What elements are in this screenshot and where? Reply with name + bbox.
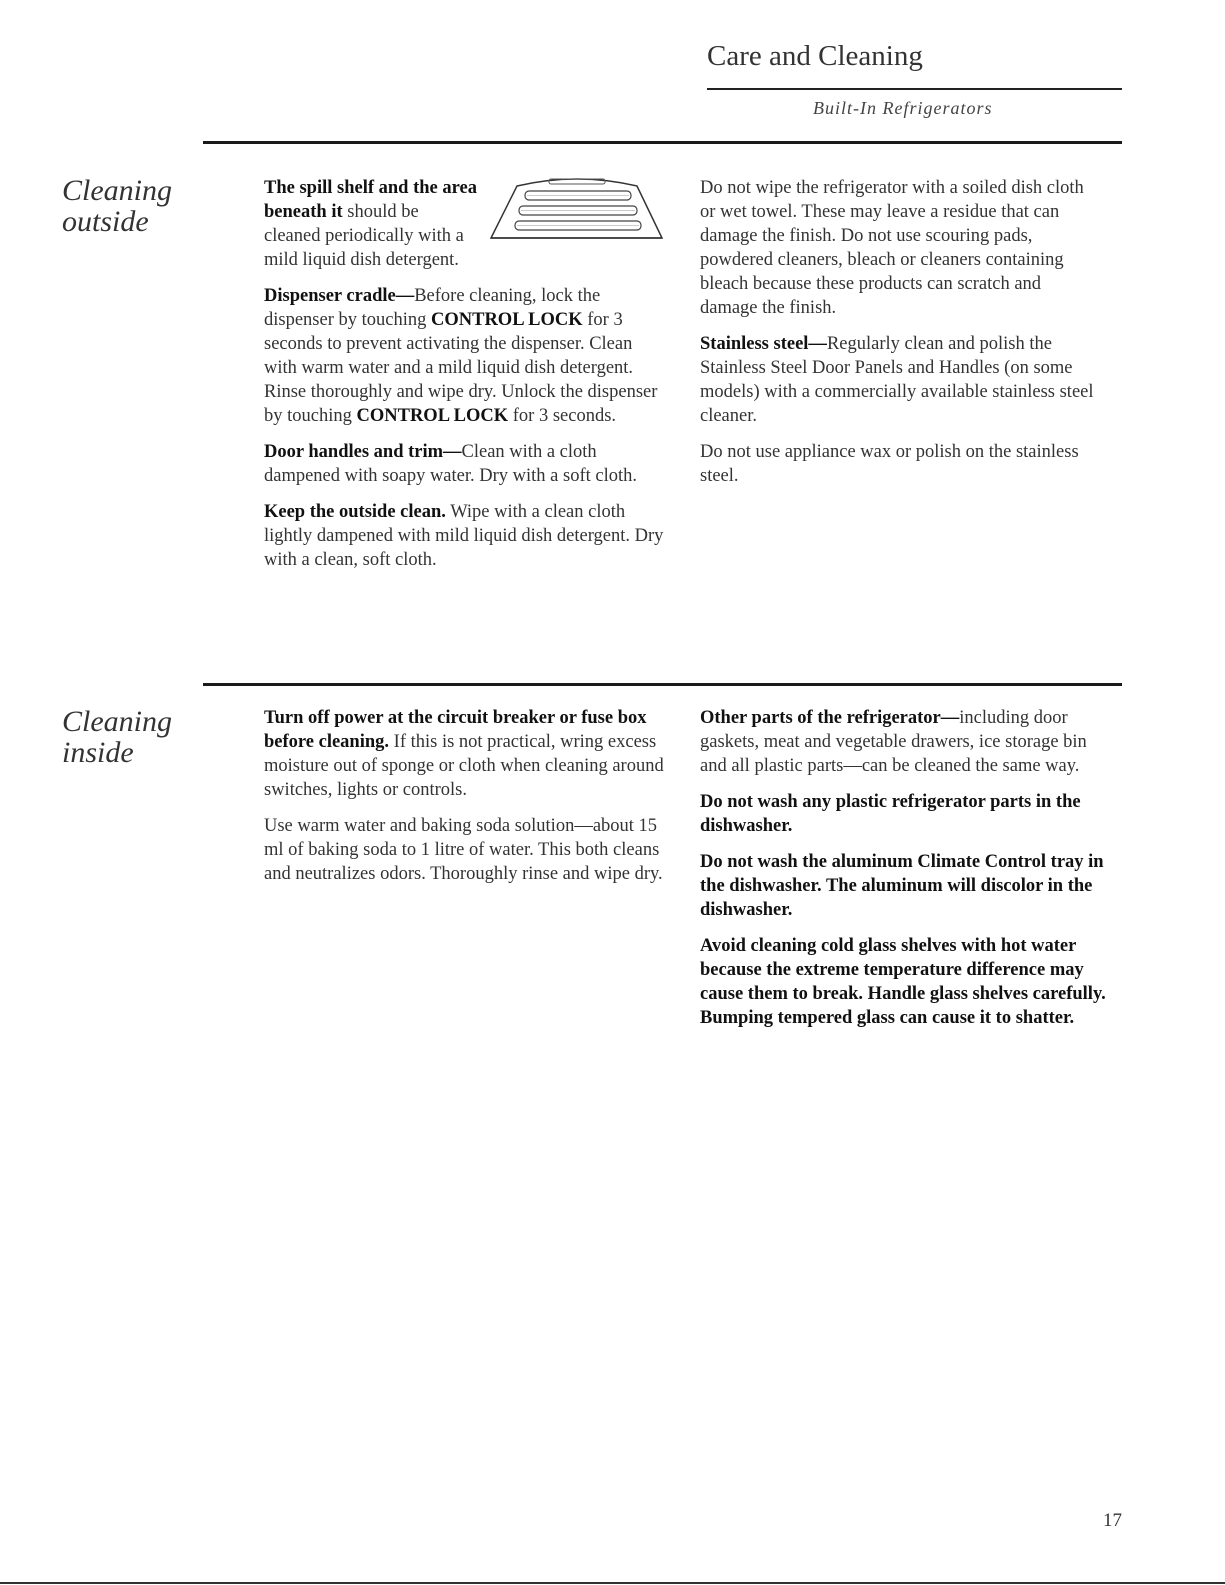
section-title-cleaning-inside (62, 706, 172, 768)
control-lock-label: CONTROL LOCK (431, 310, 583, 330)
turn-off-power-text: If this is not practical, wring excess moisture out of sponge or cloth when cleaning around switches, lights or controls. (264, 732, 664, 800)
outside-left-column (264, 176, 664, 584)
door-handles-lead: Door handles and trim— (264, 442, 462, 462)
other-parts-lead: Other parts of the refrigerator— (700, 708, 960, 728)
door-handles-paragraph (264, 440, 664, 488)
spill-shelf-illustration-icon (489, 176, 664, 241)
inside-left-column (264, 706, 664, 898)
outside-right-column (700, 176, 1100, 500)
appliance-wax-paragraph: Do not use appliance wax or polish on the stainless steel. (700, 442, 1079, 486)
page-title: Care and Cleaning (707, 40, 923, 72)
section-title-line1: Cleaning (62, 705, 172, 738)
bottom-edge-rule (0, 1582, 1225, 1584)
dispenser-cradle-lead: Dispenser cradle— (264, 286, 415, 306)
soiled-cloth-paragraph: Do not wipe the refrigerator with a soiled dish cloth or wet towel. These may leave a residue that can damage the finish. Do not use scouring pads, powdered cleaners, bleach or cleaners containing bleach because these products can scratch and damage the finish. (700, 178, 1084, 318)
spill-shelf-lead: The spill shelf and the area beneath it (264, 178, 477, 222)
inside-right-column (700, 706, 1115, 1042)
dispenser-cradle-paragraph (264, 284, 664, 428)
baking-soda-paragraph: Use warm water and baking soda solution—about 15 ml of baking soda to 1 litre of water. This both cleans and neutralizes odors. Thoroughly rinse and wipe dry. (264, 816, 663, 884)
stainless-steel-text: Regularly clean and polish the Stainless Steel Door Panels and Handles (on some models) with a commercially available stainless steel cleaner. (700, 334, 1094, 426)
turn-off-power-lead: Turn off power at the circuit breaker or fuse box before cleaning. (264, 708, 647, 752)
other-parts-text: including door gaskets, meat and vegetable drawers, ice storage bin and all plastic parts—can be cleaned the same way. (700, 708, 1087, 776)
page-subtitle: Built-In Refrigerators (813, 98, 993, 118)
dispenser-text-a: Before cleaning, lock the dispenser by touching (264, 286, 601, 330)
glass-shelves-warning: Avoid cleaning cold glass shelves with hot water because the extreme temperature difference may cause them to break. Handle glass shelves carefully. Bumping tempered glass can cause it to shatter. (700, 936, 1106, 1028)
no-dishwasher-aluminum-warning: Do not wash the aluminum Climate Control tray in the dishwasher. The aluminum will discolor in the dishwasher. (700, 852, 1104, 920)
keep-clean-paragraph (264, 500, 664, 572)
section-title-line1: Cleaning (62, 174, 172, 207)
stainless-steel-paragraph (700, 332, 1100, 428)
section-title-line2: outside (62, 205, 149, 238)
spill-shelf-paragraph (264, 176, 664, 272)
section-divider-outside (203, 141, 1122, 144)
stainless-steel-lead: Stainless steel— (700, 334, 827, 354)
section-title-line2: inside (62, 736, 134, 769)
page-number: 17 (1103, 1510, 1122, 1531)
dispenser-text-e: for 3 seconds. (508, 406, 617, 426)
dispenser-text-c: for 3 seconds to prevent activating the dispenser. Clean with warm water and a mild liquid dish detergent. Rinse thoroughly and wipe dry. Unlock the dispenser by touching (264, 310, 658, 426)
door-handles-text: Clean with a cloth dampened with soapy water. Dry with a soft cloth. (264, 442, 637, 486)
keep-clean-lead: Keep the outside clean. (264, 502, 446, 522)
keep-clean-text: Wipe with a clean cloth lightly dampened with mild liquid dish detergent. Dry with a clean, soft cloth. (264, 502, 664, 570)
spill-shelf-text: should be cleaned periodically with a mild liquid dish detergent. (264, 202, 464, 270)
no-dishwasher-plastic-warning: Do not wash any plastic refrigerator parts in the dishwasher. (700, 792, 1081, 836)
other-parts-paragraph (700, 706, 1115, 778)
section-title-cleaning-outside (62, 175, 172, 237)
turn-off-power-paragraph (264, 706, 664, 802)
control-lock-label: CONTROL LOCK (356, 406, 509, 426)
section-divider-inside (203, 683, 1122, 686)
header-rule (707, 88, 1122, 90)
